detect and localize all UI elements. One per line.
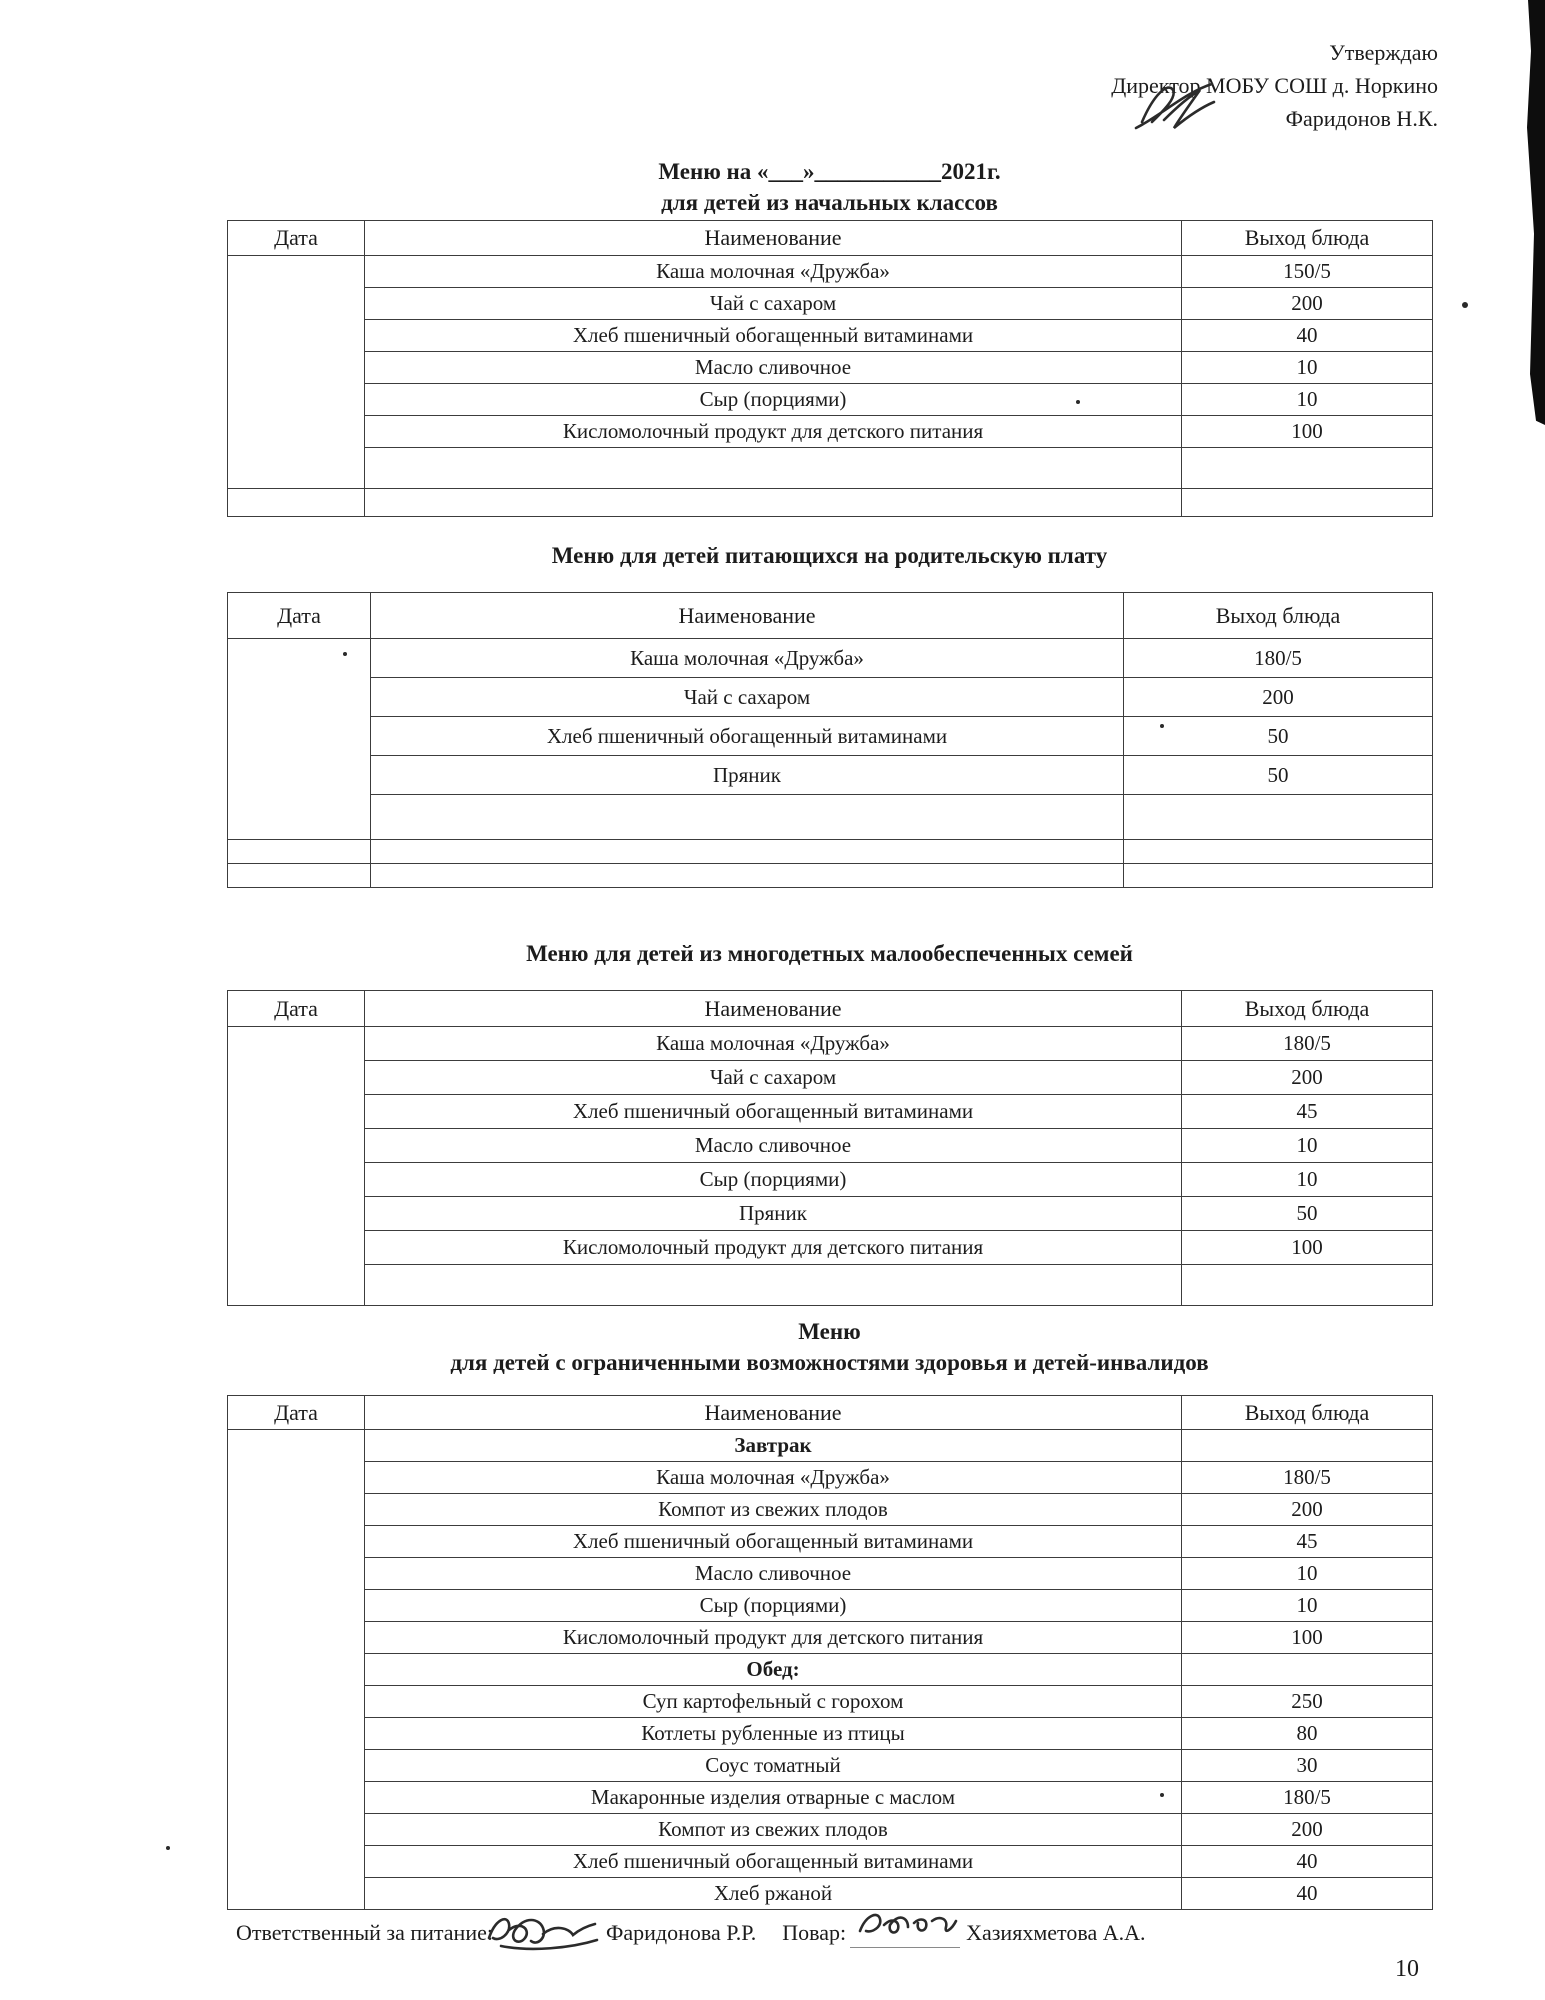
cook-name: Хазияхметова А.А. (966, 1920, 1146, 1945)
section-heading-line-2: для детей с ограниченными возможностями здоровья и детей-инвалидов (450, 1350, 1209, 1375)
dish-name: Масло сливочное (365, 1558, 1182, 1590)
dish-output: 180/5 (1182, 1027, 1433, 1061)
menu-row (228, 1846, 1433, 1878)
col-header-name: Наименование (365, 221, 1182, 256)
dish-name: Кисломолочный продукт для детского питания (365, 1622, 1182, 1654)
responsible-name: Фаридонова Р.Р. (606, 1920, 757, 1945)
empty-tail-row (228, 864, 1433, 888)
menu-table (227, 220, 1433, 517)
approval-block (1111, 36, 1438, 135)
date-column-cell (228, 256, 365, 489)
menu-row (228, 320, 1433, 352)
menu-row (228, 416, 1433, 448)
dish-output (1182, 448, 1433, 489)
col-header-output: Выход блюда (1182, 221, 1433, 256)
dish-output: 40 (1182, 320, 1433, 352)
dish-output: 10 (1182, 1163, 1433, 1197)
footer-signatures (236, 1905, 1466, 1946)
dish-name (365, 448, 1182, 489)
menu-row (228, 1558, 1433, 1590)
col-header-name: Наименование (371, 593, 1124, 639)
dish-name: Хлеб пшеничный обогащенный витаминами (365, 1526, 1182, 1558)
empty-cell (371, 864, 1124, 888)
col-header-name: Наименование (365, 1396, 1182, 1430)
dish-output: 10 (1182, 384, 1433, 416)
dish-output: 10 (1182, 1129, 1433, 1163)
section-heading-parent-pay: Меню для детей питающихся на родительскую плату (551, 543, 1108, 568)
menu-row (228, 352, 1433, 384)
dish-output: 100 (1182, 416, 1433, 448)
dish-name: Пряник (371, 756, 1124, 795)
menu-row (228, 1197, 1433, 1231)
menu-table (227, 1395, 1433, 1910)
menu-row (228, 1027, 1433, 1061)
dish-name: Компот из свежих плодов (365, 1814, 1182, 1846)
table-header-row (228, 991, 1433, 1027)
menu-row (228, 678, 1433, 717)
col-header-output: Выход блюда (1124, 593, 1433, 639)
dish-name: Хлеб пшеничный обогащенный витаминами (371, 717, 1124, 756)
dish-output (1182, 1265, 1433, 1306)
dish-name: Компот из свежих плодов (365, 1494, 1182, 1526)
dish-output: 40 (1182, 1846, 1433, 1878)
table-header-row (228, 593, 1433, 639)
menu-row (228, 1750, 1433, 1782)
menu-row (228, 1686, 1433, 1718)
empty-cell (1124, 864, 1433, 888)
menu-row (228, 1814, 1433, 1846)
empty-cell (365, 489, 1182, 517)
scan-edge-artifact (1525, 0, 1545, 425)
dish-output (1182, 1430, 1433, 1462)
approval-line-3: Фаридонов Н.К. (1285, 106, 1438, 131)
menu-table (227, 990, 1433, 1306)
course-subheader: Обед: (365, 1654, 1182, 1686)
date-column-cell (228, 639, 371, 840)
table-header-row (228, 1396, 1433, 1430)
menu-table-parent-pay (227, 592, 1433, 888)
menu-row (228, 384, 1433, 416)
dish-name: Суп картофельный с горохом (365, 1686, 1182, 1718)
section-heading-line-1: Меню (798, 1319, 861, 1344)
dish-output: 10 (1182, 1558, 1433, 1590)
menu-row (228, 288, 1433, 320)
empty-cell (1182, 489, 1433, 517)
menu-row (228, 1654, 1433, 1686)
dish-name: Каша молочная «Дружба» (365, 1462, 1182, 1494)
dish-output: 150/5 (1182, 256, 1433, 288)
menu-row (228, 1430, 1433, 1462)
responsible-label: Ответственный за питание: (236, 1920, 493, 1945)
dish-name: Каша молочная «Дружба» (371, 639, 1124, 678)
menu-row (228, 1622, 1433, 1654)
empty-row (228, 1265, 1433, 1306)
director-signature-icon (1128, 76, 1223, 134)
dish-name: Сыр (порциями) (365, 1590, 1182, 1622)
empty-row (228, 448, 1433, 489)
document-title (227, 156, 1432, 218)
dish-name: Кисломолочный продукт для детского питания (365, 416, 1182, 448)
menu-table-large-families (227, 990, 1433, 1306)
menu-row (228, 1782, 1433, 1814)
dish-name: Сыр (порциями) (365, 384, 1182, 416)
dish-name: Чай с сахаром (365, 288, 1182, 320)
col-header-output: Выход блюда (1182, 1396, 1433, 1430)
cook-label: Повар: (782, 1920, 847, 1945)
dish-output: 50 (1124, 717, 1433, 756)
dish-output: 180/5 (1182, 1782, 1433, 1814)
dish-name: Макаронные изделия отварные с маслом (365, 1782, 1182, 1814)
dish-output: 250 (1182, 1686, 1433, 1718)
date-column-cell (228, 1430, 365, 1910)
menu-row (228, 256, 1433, 288)
menu-row (228, 1231, 1433, 1265)
scan-speck (1462, 302, 1468, 308)
menu-table-primary-classes (227, 220, 1433, 517)
menu-table-disabled-children (227, 1395, 1433, 1910)
dish-name (365, 1265, 1182, 1306)
menu-table (227, 592, 1433, 888)
dish-output (1124, 795, 1433, 840)
empty-cell (228, 489, 365, 517)
menu-row (228, 1494, 1433, 1526)
col-header-date: Дата (228, 991, 365, 1027)
dish-name: Хлеб ржаной (365, 1878, 1182, 1910)
dish-name (371, 795, 1124, 840)
dish-name: Чай с сахаром (365, 1061, 1182, 1095)
dish-name: Каша молочная «Дружба» (365, 256, 1182, 288)
menu-row (228, 756, 1433, 795)
col-header-name: Наименование (365, 991, 1182, 1027)
menu-row (228, 1129, 1433, 1163)
menu-row (228, 1061, 1433, 1095)
dish-name: Чай с сахаром (371, 678, 1124, 717)
empty-row (228, 795, 1433, 840)
cook-signature-line (850, 1905, 960, 1948)
course-subheader: Завтрак (365, 1430, 1182, 1462)
menu-row (228, 639, 1433, 678)
dish-output: 200 (1182, 288, 1433, 320)
section-heading-disabled-children (227, 1316, 1432, 1378)
dish-output: 100 (1182, 1231, 1433, 1265)
dish-name: Сыр (порциями) (365, 1163, 1182, 1197)
dish-output: 180/5 (1182, 1462, 1433, 1494)
menu-row (228, 1163, 1433, 1197)
title-line-1: Меню на «___»___________2021г. (658, 159, 1001, 184)
dish-output: 50 (1182, 1197, 1433, 1231)
scan-speck (166, 1846, 170, 1850)
menu-row (228, 1590, 1433, 1622)
dish-output: 200 (1182, 1814, 1433, 1846)
approval-line-2: Директор МОБУ СОШ д. Норкино (1111, 73, 1438, 98)
empty-cell (1124, 840, 1433, 864)
col-header-date: Дата (228, 593, 371, 639)
empty-cell (371, 840, 1124, 864)
cook-signature-icon (850, 1905, 960, 1945)
dish-output: 80 (1182, 1718, 1433, 1750)
dish-name: Кисломолочный продукт для детского питания (365, 1231, 1182, 1265)
dish-name: Каша молочная «Дружба» (365, 1027, 1182, 1061)
section-heading-large-families: Меню для детей из многодетных малообеспеченных семей (526, 941, 1133, 966)
dish-name: Соус томатный (365, 1750, 1182, 1782)
dish-output: 180/5 (1124, 639, 1433, 678)
page-number: 10 (1395, 1956, 1419, 1982)
empty-tail-row (228, 489, 1433, 517)
dish-output: 10 (1182, 352, 1433, 384)
title-line-2: для детей из начальных классов (661, 190, 998, 215)
approval-line-1: Утверждаю (1329, 40, 1438, 65)
dish-output: 45 (1182, 1526, 1433, 1558)
menu-row (228, 1095, 1433, 1129)
dish-name: Пряник (365, 1197, 1182, 1231)
col-header-output: Выход блюда (1182, 991, 1433, 1027)
menu-row (228, 1718, 1433, 1750)
empty-cell (228, 864, 371, 888)
dish-output (1182, 1654, 1433, 1686)
dish-name: Масло сливочное (365, 352, 1182, 384)
empty-tail-row (228, 840, 1433, 864)
dish-output: 40 (1182, 1878, 1433, 1910)
dish-output: 45 (1182, 1095, 1433, 1129)
dish-name: Котлеты рубленные из птицы (365, 1718, 1182, 1750)
dish-name: Хлеб пшеничный обогащенный витаминами (365, 1095, 1182, 1129)
col-header-date: Дата (228, 221, 365, 256)
menu-row (228, 717, 1433, 756)
dish-output: 200 (1124, 678, 1433, 717)
menu-row (228, 1526, 1433, 1558)
col-header-date: Дата (228, 1396, 365, 1430)
dish-output: 200 (1182, 1494, 1433, 1526)
dish-output: 30 (1182, 1750, 1433, 1782)
dish-output: 50 (1124, 756, 1433, 795)
dish-name: Хлеб пшеничный обогащенный витаминами (365, 1846, 1182, 1878)
dish-output: 200 (1182, 1061, 1433, 1095)
empty-cell (228, 840, 371, 864)
dish-name: Масло сливочное (365, 1129, 1182, 1163)
menu-row (228, 1462, 1433, 1494)
date-column-cell (228, 1027, 365, 1306)
dish-output: 10 (1182, 1590, 1433, 1622)
table-header-row (228, 221, 1433, 256)
responsible-signature-icon (479, 1908, 604, 1952)
dish-output: 100 (1182, 1622, 1433, 1654)
dish-name: Хлеб пшеничный обогащенный витаминами (365, 320, 1182, 352)
